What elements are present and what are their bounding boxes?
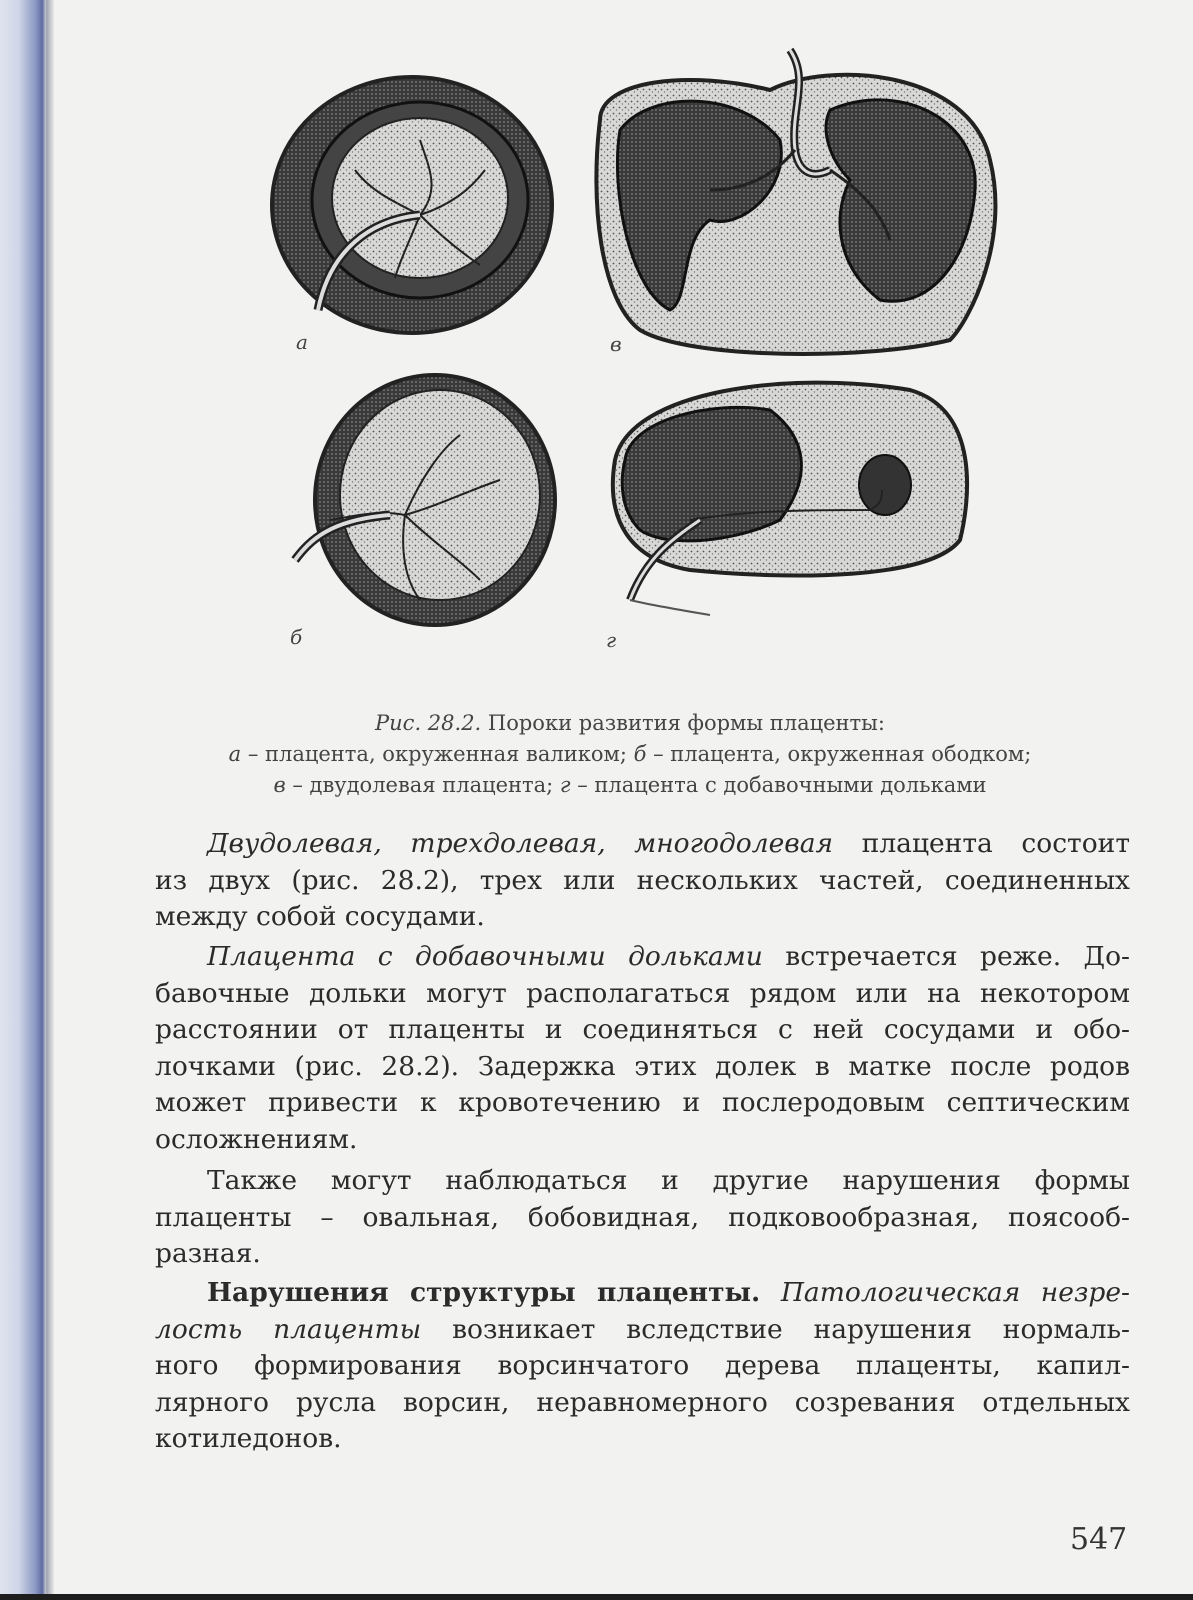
placenta-illustration [270,40,1030,670]
placenta-g-drawing [613,383,967,615]
section-heading: Нарушения структуры плаценты. [207,1277,761,1308]
figure-caption-line-3: в – двудолевая плацента; г – плацента с добавочными дольками [273,773,987,797]
placenta-v-drawing [596,50,995,354]
paragraph-structure-disorders: Нарушения структуры плаценты. Патологическая незре- лость плаценты возникает вследствие нарушения нормаль- ного формирования ворсинчатого дерева плаценты, капил- лярного русла ворсин, неравномерного созревания отдельных котиледонов. [155,1277,1130,1454]
page-bottom-edge [0,1594,1193,1600]
panel-label-g: г [606,628,617,652]
paragraph-succenturiate: Плацента с добавочными дольками встречается реже. До- бавочные дольки могут располагаться рядом или на некотором расстоянии от плаценты и соединяться с ней сосудами и обо- лочками (рис. 28.2). Задержка этих долек в матке после родов может привести к кровотечению и послеродовым септическим осложнениям. [155,941,1130,1155]
panel-label-a: а [296,330,308,354]
caption-title-text: Пороки развития формы плаценты: [481,711,885,735]
placenta-b-drawing [295,375,555,625]
placenta-a-drawing [272,77,552,333]
figure-caption-title [150,708,1110,739]
figure-28-2 [270,40,1030,670]
panel-label-v: в [610,332,622,356]
caption-figure-number: Рис. 28.2. [375,711,482,735]
paragraph-other-forms: Также могут наблюдаться и другие нарушения формы плаценты – овальная, бобовидная, подковообразная, поясооб- разная. [155,1165,1130,1269]
paragraph-bilobed: Двудолевая, трехдолевая, многодолевая плацента состоит из двух (рис. 28.2), трех или нескольких частей, соединенных между собой сосудами. [155,828,1130,932]
page-number: 547 [1070,1522,1128,1557]
panel-label-b: б [290,625,303,649]
page-edge-shadow [46,0,54,1600]
page-binding-edge [0,0,46,1600]
figure-caption-line-2: а – плацента, окруженная валиком; б – плацента, окруженная ободком; [228,742,1032,766]
